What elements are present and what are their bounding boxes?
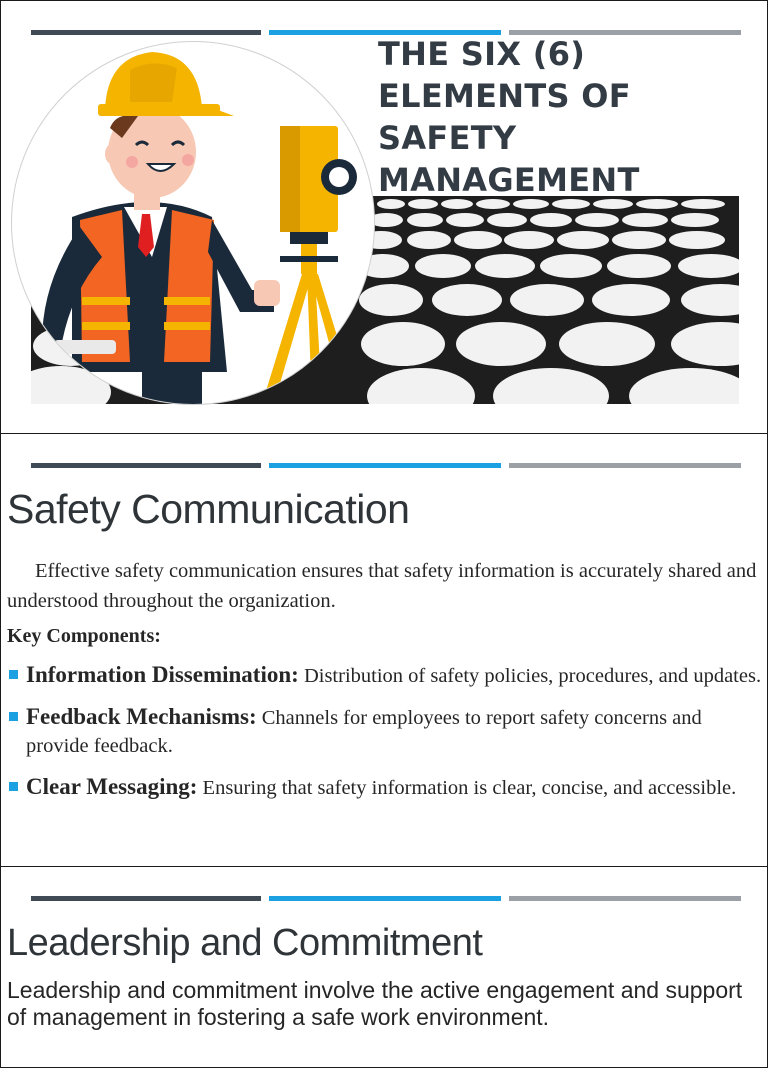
- hard-hat-icon: [98, 52, 234, 116]
- components-list: [7, 661, 763, 815]
- leadership-slide: [0, 866, 768, 1068]
- bullet-square-icon: [9, 670, 18, 679]
- item-term: Information Dissemination:: [26, 662, 299, 687]
- intro-paragraph: Effective safety communication ensures that safety information is accurately shared and understood throughout the organization.: [7, 560, 757, 612]
- item-text: Ensuring that safety information is clear, concise, and accessible.: [197, 777, 737, 799]
- bullet-square-icon: [9, 782, 18, 791]
- slide-heading: Leadership and Commitment: [7, 922, 483, 964]
- title-line: MANAGEMENT: [378, 161, 640, 199]
- bullet-square-icon: [9, 712, 18, 721]
- engineer-illustration: [12, 42, 374, 404]
- accent-bar-blue: [269, 463, 501, 468]
- illustration-circle: [11, 41, 375, 405]
- engineer-figure: [42, 106, 280, 404]
- accent-bars: [31, 896, 741, 901]
- item-text: Channels for employees to report safety concerns and provide feedback.: [26, 707, 702, 757]
- item-term: Clear Messaging:: [26, 774, 198, 799]
- list-item: [7, 703, 763, 760]
- safety-communication-slide: [0, 433, 768, 867]
- title-slide: [0, 0, 768, 434]
- slide-heading: Safety Communication: [7, 486, 410, 532]
- accent-bar-blue: [269, 896, 501, 901]
- item-text: Distribution of safety policies, procedures, and updates.: [298, 665, 762, 687]
- list-item: [7, 773, 763, 802]
- title-line: SAFETY: [378, 119, 517, 157]
- accent-bar-gray: [509, 896, 741, 901]
- list-item: [7, 661, 763, 690]
- title-line: ELEMENTS OF: [378, 77, 631, 115]
- page-title: [378, 33, 758, 201]
- accent-bar-dark: [31, 463, 261, 468]
- body-paragraph: Leadership and commitment involve the active engagement and support of management in fostering a safe work environment.: [7, 977, 743, 1030]
- accent-bar-dark: [31, 30, 261, 35]
- accent-bar-dark: [31, 896, 261, 901]
- item-term: Feedback Mechanisms:: [26, 704, 257, 729]
- title-line: THE SIX (6): [378, 35, 586, 73]
- accent-bars: [31, 463, 741, 468]
- accent-bar-gray: [509, 463, 741, 468]
- key-components-label: Key Components:: [7, 625, 161, 647]
